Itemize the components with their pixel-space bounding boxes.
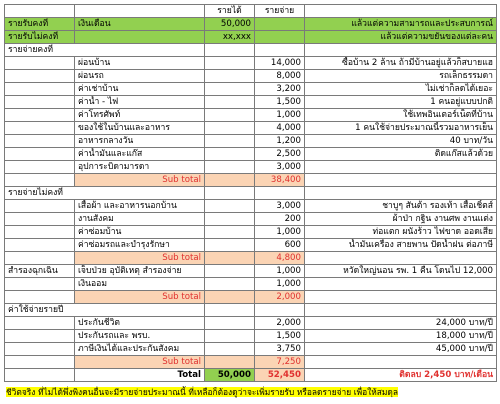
- row-indent: [5, 343, 75, 356]
- expense-note: [305, 278, 497, 291]
- expense-item: อุปการะบิดามารดา: [75, 161, 205, 174]
- expense-amount: 1,000: [255, 278, 305, 291]
- expense-item: เงินออม: [75, 278, 205, 291]
- footer-text: ชีวิตจริง ที่ไม่ได้พึ่งพิงคนอื่นจะมีรายจ่ายประมาณนี้ ที่เหลือก็ต้องดูว่าจะเพิ่มรายรับ หรือลดรายจ่าย เพื่อให้สมดุล: [6, 387, 399, 397]
- income-blank: [205, 122, 255, 135]
- income-note: แล้วแต่ความขยันของแต่ละคน: [305, 31, 497, 44]
- header-row: [5, 5, 497, 18]
- section-blank-note: [305, 187, 497, 200]
- expense-item: ค่าน้ำมันและแก๊ส: [75, 148, 205, 161]
- expense-row: [5, 96, 497, 109]
- subtotal-indent: [5, 291, 75, 304]
- income-blank: [205, 135, 255, 148]
- income-row: [5, 18, 497, 31]
- total-label: Total: [75, 369, 205, 382]
- expense-item: ผ่อนรถ: [75, 70, 205, 83]
- income-row: [5, 31, 497, 44]
- expense-amount: 3,750: [255, 343, 305, 356]
- expense-item: ค่าซ่อมบ้าน: [75, 226, 205, 239]
- subtotal-label: Sub total: [75, 252, 205, 265]
- expense-row: [5, 239, 497, 252]
- income-blank: [205, 161, 255, 174]
- expense-row: [5, 317, 497, 330]
- expense-item: ผ่อนบ้าน: [75, 57, 205, 70]
- section-title-row: [5, 44, 497, 57]
- row-indent: [5, 109, 75, 122]
- income-blank: [205, 200, 255, 213]
- expense-item: เจ็บป่วย อุบัติเหตุ สำรองจ่าย: [75, 265, 205, 278]
- expense-note: 40 บาท/วัน: [305, 135, 497, 148]
- section-blank-exp: [255, 187, 305, 200]
- expense-note: 45,000 บาท/ปี: [305, 343, 497, 356]
- expense-note: ชาบูๆ สันต้า รองเท้า เสื้อเชิ้ตส์: [305, 200, 497, 213]
- expense-row: [5, 343, 497, 356]
- expense-note: ผ้าป่า กฐิน งานศพ งานแต่ง: [305, 213, 497, 226]
- subtotal-value: 2,000: [255, 291, 305, 304]
- income-blank: [205, 96, 255, 109]
- row-indent: [5, 96, 75, 109]
- section-title: รายจ่ายคงที่: [5, 44, 205, 57]
- subtotal-note-blank: [305, 356, 497, 369]
- income-blank: [205, 317, 255, 330]
- income-blank: [205, 239, 255, 252]
- subtotal-income-blank: [205, 252, 255, 265]
- section-blank-inc: [205, 44, 255, 57]
- expense-row: [5, 200, 497, 213]
- income-blank: [205, 148, 255, 161]
- section-title-row: [5, 304, 497, 317]
- expense-amount: 3,200: [255, 83, 305, 96]
- row-indent: [5, 57, 75, 70]
- expense-row: [5, 57, 497, 70]
- total-note: ติดลบ 2,450 บาท/เดือน: [305, 369, 497, 382]
- header-blank-b: [75, 5, 205, 18]
- income-blank: [205, 109, 255, 122]
- section-blank-inc: [205, 304, 255, 317]
- row-indent: [5, 226, 75, 239]
- expense-item: ประกันชีวิต: [75, 317, 205, 330]
- section-blank-inc: [205, 187, 255, 200]
- expense-row: [5, 122, 497, 135]
- expense-note: หวัดใหญ่นอน รพ. 1 คืน โดนไป 12,000: [305, 265, 497, 278]
- income-blank: [205, 83, 255, 96]
- budget-table: [4, 4, 497, 382]
- expense-amount: 14,000: [255, 57, 305, 70]
- income-amount: xx,xxx: [205, 31, 255, 44]
- income-amount: 50,000: [205, 18, 255, 31]
- total-income: 50,000: [205, 369, 255, 382]
- expense-item: งานสังคม: [75, 213, 205, 226]
- income-header: รายได้: [205, 5, 255, 18]
- expense-item: ค่าน้ำ - ไฟ: [75, 96, 205, 109]
- expense-amount: 1,000: [255, 226, 305, 239]
- expense-note: ติดแก๊สแล้วด้วย: [305, 148, 497, 161]
- expense-row: [5, 83, 497, 96]
- subtotal-row: [5, 291, 497, 304]
- income-blank: [205, 278, 255, 291]
- total-row: [5, 369, 497, 382]
- expense-note: ท่อแตก ผนังร้าว ไฟขาด ออดเสีย: [305, 226, 497, 239]
- subtotal-label: Sub total: [75, 356, 205, 369]
- income-category: รายรับคงที่: [5, 18, 75, 31]
- expense-note: 24,000 บาท/ปี: [305, 317, 497, 330]
- income-blank: [205, 226, 255, 239]
- subtotal-row: [5, 174, 497, 187]
- expense-row: [5, 70, 497, 83]
- subtotal-income-blank: [205, 291, 255, 304]
- budget-table-body: [5, 5, 497, 382]
- expense-row: [5, 135, 497, 148]
- section-title: ค่าใช้จ่ายรายปี: [5, 304, 205, 317]
- header-blank-note: [305, 5, 497, 18]
- income-blank: [205, 265, 255, 278]
- expense-header: รายจ่าย: [255, 5, 305, 18]
- income-source: เงินเดือน: [75, 18, 205, 31]
- income-source: [75, 31, 205, 44]
- header-blank-a: [5, 5, 75, 18]
- expense-item: ภาษีเงินได้และประกันสังคม: [75, 343, 205, 356]
- expense-row: [5, 109, 497, 122]
- income-expense-blank: [255, 18, 305, 31]
- expense-note: รถเล็กธรรมดา: [305, 70, 497, 83]
- expense-amount: 4,000: [255, 122, 305, 135]
- expense-item: อาหารกลางวัน: [75, 135, 205, 148]
- income-blank: [205, 213, 255, 226]
- expense-amount: 1,000: [255, 109, 305, 122]
- expense-item: ค่าเช่าบ้าน: [75, 83, 205, 96]
- expense-item: ของใช้ในบ้านและอาหาร: [75, 122, 205, 135]
- expense-row: [5, 148, 497, 161]
- expense-amount: 8,000: [255, 70, 305, 83]
- row-indent: [5, 148, 75, 161]
- row-indent: [5, 239, 75, 252]
- subtotal-indent: [5, 356, 75, 369]
- footer-note: [6, 385, 496, 399]
- expense-item: ประกันรถและ พรบ.: [75, 330, 205, 343]
- expense-note: น้ำมันเครื่อง สายพาน ปัดน้ำฝน ต่อภาษี: [305, 239, 497, 252]
- income-blank: [205, 343, 255, 356]
- section-title: รายจ่ายไม่คงที่: [5, 187, 205, 200]
- expense-amount: 1,500: [255, 96, 305, 109]
- row-indent: [5, 200, 75, 213]
- expense-amount: 600: [255, 239, 305, 252]
- expense-amount: 3,000: [255, 161, 305, 174]
- subtotal-label: Sub total: [75, 291, 205, 304]
- row-indent: [5, 330, 75, 343]
- expense-note: ซื้อบ้าน 2 ล้าน ถ้ามีบ้านอยู่แล้วก็สบายแฮ: [305, 57, 497, 70]
- section-blank-exp: [255, 44, 305, 57]
- subtotal-row: [5, 356, 497, 369]
- income-category: รายรับไม่คงที่: [5, 31, 75, 44]
- expense-note: 18,000 บาท/ปี: [305, 330, 497, 343]
- section-blank-note: [305, 304, 497, 317]
- subtotal-indent: [5, 252, 75, 265]
- expense-amount: 3,000: [255, 200, 305, 213]
- subtotal-note-blank: [305, 291, 497, 304]
- income-blank: [205, 330, 255, 343]
- expense-amount: 2,500: [255, 148, 305, 161]
- income-blank: [205, 57, 255, 70]
- subtotal-indent: [5, 174, 75, 187]
- expense-row: [5, 330, 497, 343]
- row-indent: [5, 213, 75, 226]
- expense-row: [5, 278, 497, 291]
- row-indent: [5, 122, 75, 135]
- income-blank: [205, 70, 255, 83]
- expense-note: ไม่เช่าก็ลดได้เยอะ: [305, 83, 497, 96]
- expense-item: ค่าโทรศัพท์: [75, 109, 205, 122]
- section-title: สำรองฉุกเฉิน: [5, 265, 75, 278]
- subtotal-note-blank: [305, 174, 497, 187]
- subtotal-value: 7,250: [255, 356, 305, 369]
- expense-row: [5, 226, 497, 239]
- expense-note: [305, 161, 497, 174]
- expense-amount: 200: [255, 213, 305, 226]
- expense-item: เสื้อผ้า และอาหารนอกบ้าน: [75, 200, 205, 213]
- section-title-row: [5, 187, 497, 200]
- expense-row: [5, 213, 497, 226]
- expense-item: ค่าซ่อมรถและบำรุงรักษา: [75, 239, 205, 252]
- row-indent: [5, 161, 75, 174]
- subtotal-value: 38,400: [255, 174, 305, 187]
- subtotal-value: 4,800: [255, 252, 305, 265]
- row-indent: [5, 70, 75, 83]
- total-indent: [5, 369, 75, 382]
- expense-amount: 2,000: [255, 317, 305, 330]
- expense-row: [5, 265, 497, 278]
- income-note: แล้วแต่ความสามารถและประสบการณ์: [305, 18, 497, 31]
- expense-amount: 1,500: [255, 330, 305, 343]
- row-indent: [5, 135, 75, 148]
- expense-amount: 1,200: [255, 135, 305, 148]
- income-expense-blank: [255, 31, 305, 44]
- expense-note: 1 คนใช้จ่ายประมาณนี้รวมอาหารเย็น: [305, 122, 497, 135]
- section-blank-note: [305, 44, 497, 57]
- row-indent: [5, 278, 75, 291]
- row-indent: [5, 317, 75, 330]
- expense-amount: 1,000: [255, 265, 305, 278]
- subtotal-income-blank: [205, 174, 255, 187]
- subtotal-label: Sub total: [75, 174, 205, 187]
- subtotal-income-blank: [205, 356, 255, 369]
- row-indent: [5, 83, 75, 96]
- subtotal-note-blank: [305, 252, 497, 265]
- total-expense: 52,450: [255, 369, 305, 382]
- expense-note: 1 คนอยู่แบบปกติ: [305, 96, 497, 109]
- expense-note: ใช้เทพอินเตอร์เน็ตที่บ้าน: [305, 109, 497, 122]
- subtotal-row: [5, 252, 497, 265]
- expense-row: [5, 161, 497, 174]
- section-blank-exp: [255, 304, 305, 317]
